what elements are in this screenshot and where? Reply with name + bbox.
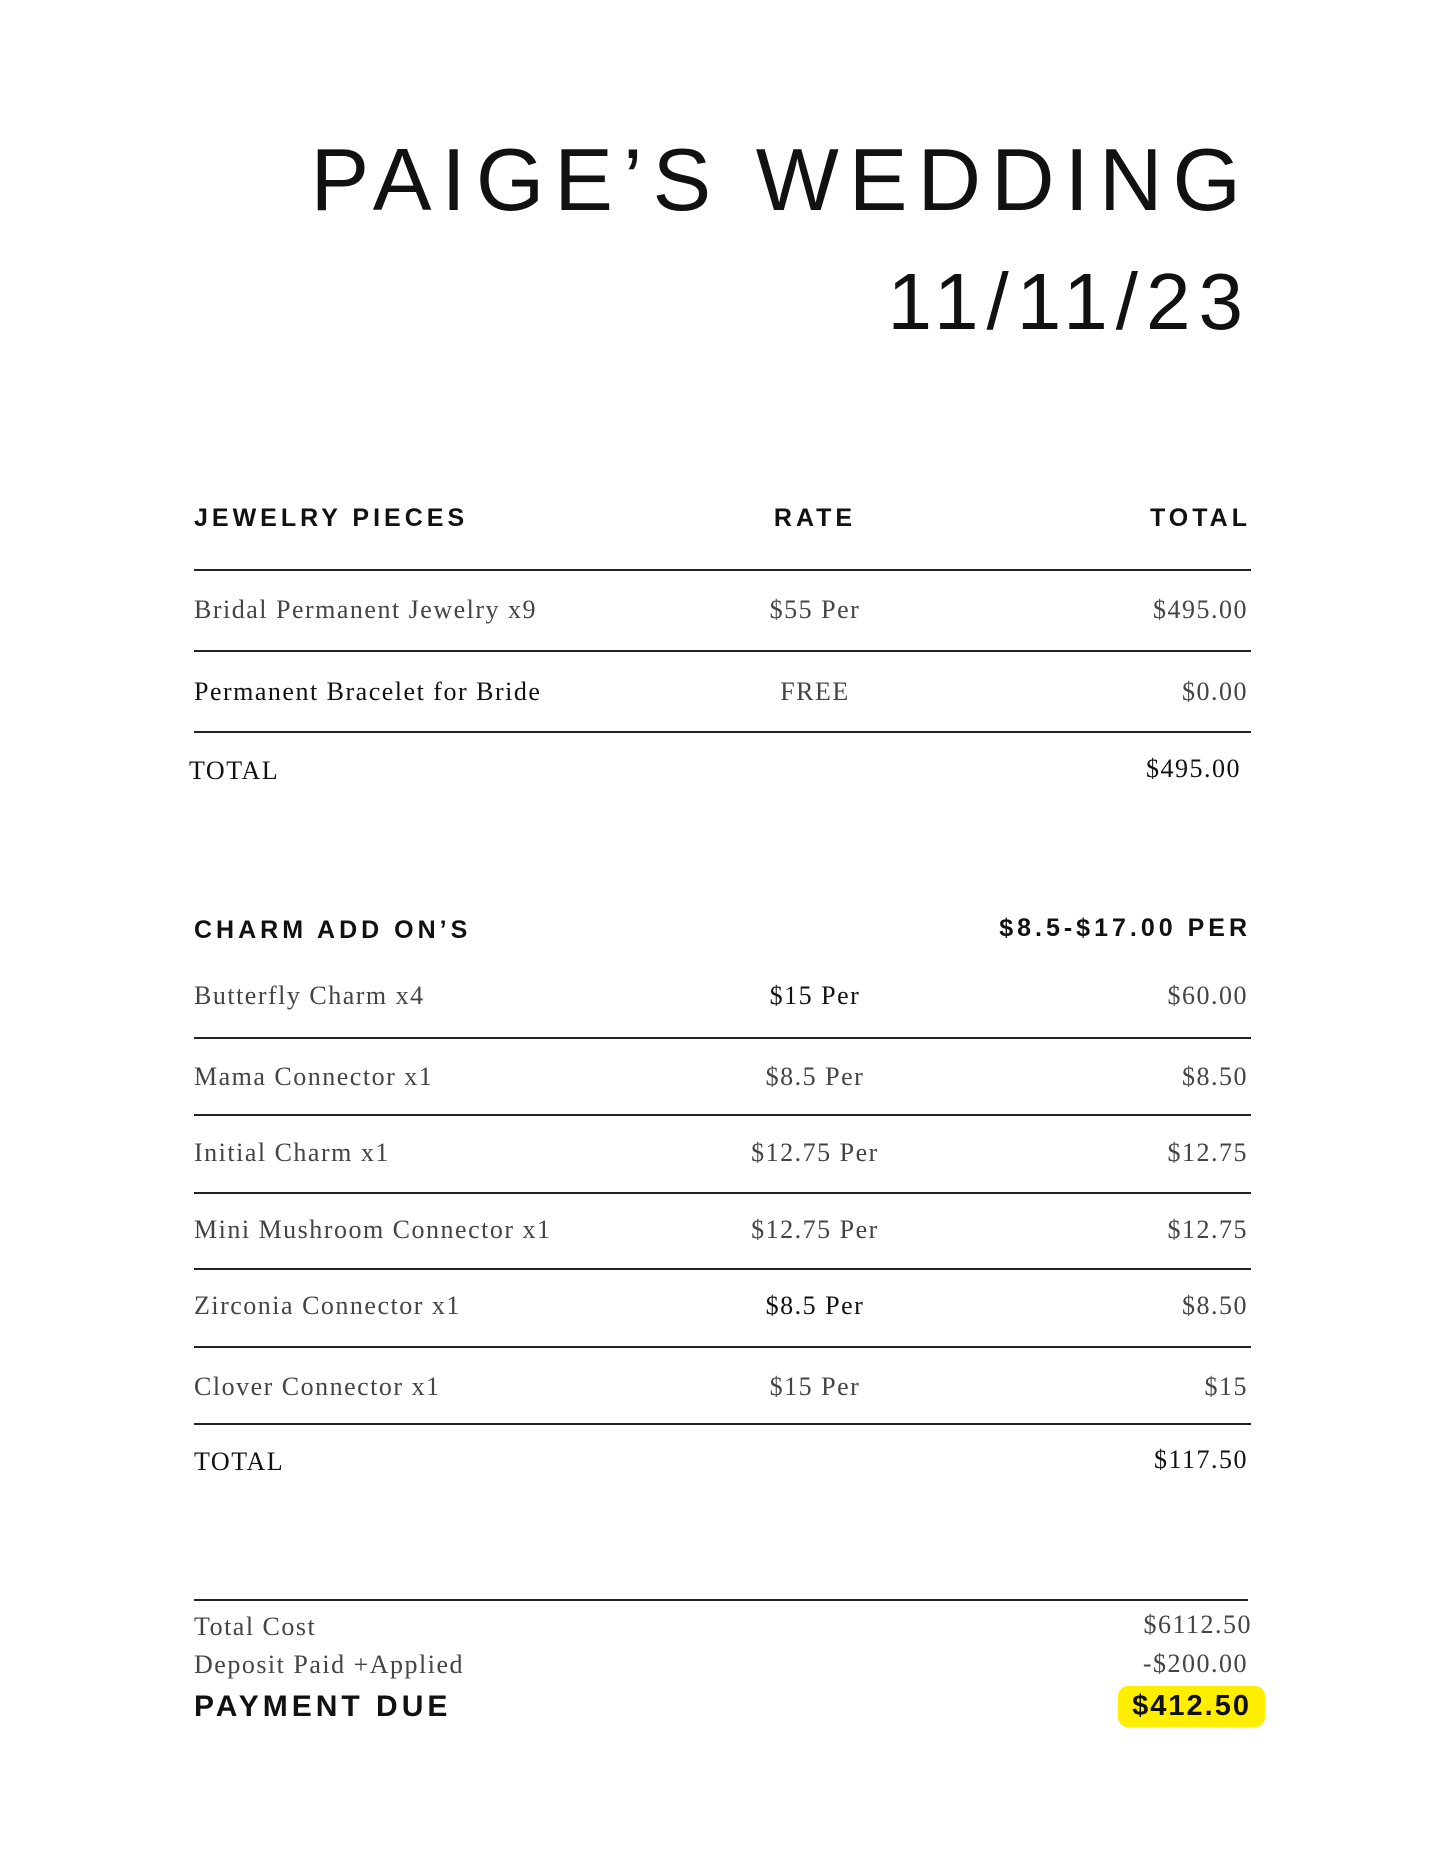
page-title: PAIGE’S WEDDING: [310, 130, 1251, 229]
row-rate: $12.75 Per: [751, 1215, 879, 1244]
row-total: $0.00: [1182, 677, 1248, 706]
col-header-rate: RATE: [773, 504, 857, 532]
row-total: $495.00: [1153, 595, 1248, 624]
row-total: $60.00: [1167, 981, 1248, 1010]
row-total: $12.75: [1167, 1138, 1248, 1167]
total-cost-label: Total Cost: [194, 1612, 317, 1641]
divider: [194, 1346, 1251, 1348]
row-item: Zirconia Connector x1: [194, 1291, 461, 1320]
col-header-total: TOTAL: [1149, 504, 1251, 532]
jewelry-total-value: $495.00: [1146, 754, 1241, 783]
divider: [194, 1114, 1251, 1116]
divider: [194, 1423, 1251, 1425]
divider: [194, 1268, 1251, 1270]
col-header-item: JEWELRY PIECES: [194, 504, 469, 532]
event-date: 11/11/23: [887, 257, 1251, 346]
jewelry-total-label: TOTAL: [189, 756, 280, 785]
charms-total-label: TOTAL: [194, 1447, 285, 1476]
divider: [194, 650, 1251, 652]
row-rate: $8.5 Per: [765, 1291, 865, 1320]
row-rate: $15 Per: [769, 1372, 861, 1401]
row-total: $12.75: [1167, 1215, 1248, 1244]
row-rate: $12.75 Per: [751, 1138, 879, 1167]
row-rate: $8.5 Per: [765, 1062, 865, 1091]
charms-total-value: $117.50: [1153, 1445, 1248, 1474]
total-cost-value: $6112.50: [1143, 1610, 1252, 1639]
row-item: Bridal Permanent Jewelry x9: [194, 595, 538, 624]
row-item: Permanent Bracelet for Bride: [194, 677, 542, 706]
payment-due-label: PAYMENT DUE: [194, 1690, 452, 1723]
row-item: Mini Mushroom Connector x1: [194, 1215, 552, 1244]
row-rate: $55 Per: [769, 595, 861, 624]
deposit-label: Deposit Paid +Applied: [194, 1650, 465, 1679]
row-item: Initial Charm x1: [194, 1138, 390, 1167]
divider: [194, 1599, 1248, 1601]
row-item: Mama Connector x1: [194, 1062, 434, 1091]
row-rate: $15 Per: [769, 981, 861, 1010]
divider: [194, 1037, 1251, 1039]
row-item: Clover Connector x1: [194, 1372, 441, 1401]
divider: [194, 731, 1251, 733]
row-total: $8.50: [1182, 1291, 1248, 1320]
row-total: $15: [1204, 1372, 1248, 1401]
row-total: $8.50: [1182, 1062, 1248, 1091]
divider: [194, 569, 1251, 571]
deposit-value: -$200.00: [1142, 1649, 1248, 1678]
row-rate: FREE: [780, 677, 850, 706]
charms-price-range: $8.5-$17.00 PER: [999, 914, 1251, 942]
charms-heading: CHARM ADD ON’S: [194, 916, 472, 944]
row-item: Butterfly Charm x4: [194, 981, 425, 1010]
payment-due-value: $412.50: [1118, 1686, 1265, 1727]
divider: [194, 1192, 1251, 1194]
